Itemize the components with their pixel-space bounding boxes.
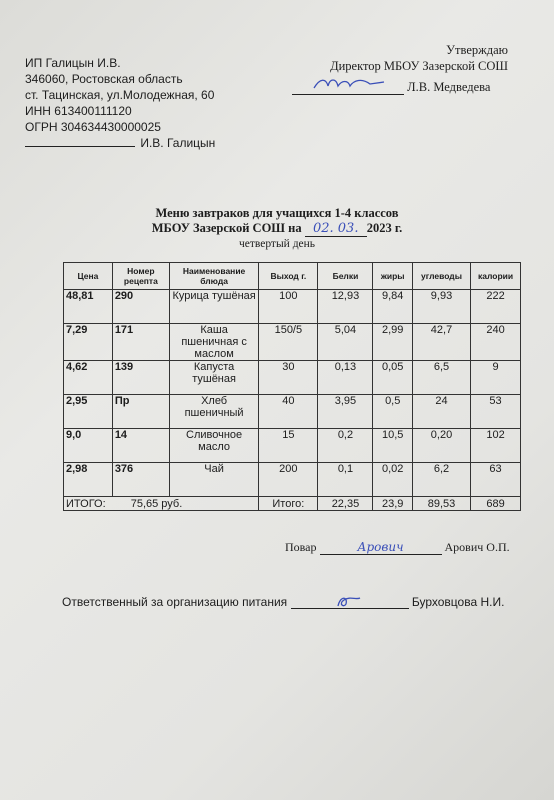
cell-kcal: 222 xyxy=(471,290,521,324)
responsible-signature-line xyxy=(62,594,504,609)
director-name: Л.В. Медведева xyxy=(407,80,491,94)
cell-fat: 10,5 xyxy=(373,429,412,463)
total-fat: 23,9 xyxy=(373,497,412,511)
table-row xyxy=(64,395,521,429)
cell-protein: 0,13 xyxy=(318,361,373,395)
cell-kcal: 102 xyxy=(471,429,521,463)
total-price-cell xyxy=(64,497,259,511)
cell-fat: 9,84 xyxy=(373,290,412,324)
cell-carbs: 42,7 xyxy=(412,324,470,361)
cell-protein: 5,04 xyxy=(318,324,373,361)
cell-price: 9,0 xyxy=(64,429,113,463)
cell-kcal: 9 xyxy=(471,361,521,395)
menu-title xyxy=(0,206,554,237)
cell-carbs: 0,20 xyxy=(412,429,470,463)
cell-yield: 15 xyxy=(259,429,318,463)
total-label: ИТОГО: xyxy=(66,497,106,510)
cell-yield: 30 xyxy=(259,361,318,395)
cell-kcal: 63 xyxy=(471,463,521,497)
menu-date: 02. 03. xyxy=(305,221,367,237)
cell-fat: 0,05 xyxy=(373,361,412,395)
responsible-signature xyxy=(291,594,409,609)
cell-kcal: 53 xyxy=(471,395,521,429)
approval-position: Директор МБОУ Зазерской СОШ xyxy=(330,59,508,73)
cell-yield: 100 xyxy=(259,290,318,324)
responsible-signature-mark xyxy=(330,594,370,610)
header-yield: Выход г. xyxy=(259,263,318,290)
header-recipe: Номер рецепта xyxy=(112,263,169,290)
cell-yield: 150/5 xyxy=(259,324,318,361)
menu-title-line1: Меню завтраков для учащихся 1-4 классов xyxy=(155,206,399,220)
cell-price: 7,29 xyxy=(64,324,113,361)
issuer-address-1: 346060, Ростовская область xyxy=(25,72,183,86)
table-row xyxy=(64,290,521,324)
cell-dish: Сливочное масло xyxy=(169,429,258,463)
cell-yield: 200 xyxy=(259,463,318,497)
table-row xyxy=(64,463,521,497)
director-signature-mark xyxy=(292,74,404,92)
cell-price: 48,81 xyxy=(64,290,113,324)
total-protein: 22,35 xyxy=(318,497,373,511)
cell-protein: 3,95 xyxy=(318,395,373,429)
approval-heading: Утверждаю xyxy=(446,43,508,57)
cell-protein: 0,2 xyxy=(318,429,373,463)
cell-fat: 0,02 xyxy=(373,463,412,497)
total-sum: 75,65 руб. xyxy=(130,497,183,510)
total-carbs: 89,53 xyxy=(412,497,470,511)
cell-yield: 40 xyxy=(259,395,318,429)
cook-label: Повар xyxy=(285,540,317,554)
cell-carbs: 24 xyxy=(412,395,470,429)
table-row xyxy=(64,361,521,395)
table-row xyxy=(64,429,521,463)
approval-block xyxy=(300,42,508,74)
table-header-row xyxy=(64,263,521,290)
director-signature xyxy=(292,80,404,95)
cell-protein: 0,1 xyxy=(318,463,373,497)
cell-recipe: 139 xyxy=(112,361,169,395)
cell-dish: Хлеб пшеничный xyxy=(169,395,258,429)
cell-carbs: 6,5 xyxy=(412,361,470,395)
cell-price: 2,98 xyxy=(64,463,113,497)
header-price: Цена xyxy=(64,263,113,290)
menu-day: четвертый день xyxy=(238,238,316,250)
cell-dish: Капуста тушёная xyxy=(169,361,258,395)
cell-recipe: 290 xyxy=(112,290,169,324)
issuer-ogrn: ОГРН 304634430000025 xyxy=(25,120,161,134)
school-name: МБОУ Зазерской СОШ на xyxy=(151,221,302,235)
cell-price: 4,62 xyxy=(64,361,113,395)
total-label-2: Итого: xyxy=(259,497,318,511)
cell-protein: 12,93 xyxy=(318,290,373,324)
cell-dish: Чай xyxy=(169,463,258,497)
menu-year: 2023 г. xyxy=(366,221,403,235)
total-kcal: 689 xyxy=(471,497,521,511)
header-dish: Наименование блюда xyxy=(169,263,258,290)
cell-dish: Курица тушёная xyxy=(169,290,258,324)
cell-recipe: 376 xyxy=(112,463,169,497)
issuer-signature-line xyxy=(25,135,215,151)
table-row xyxy=(64,324,521,361)
approval-signature-line xyxy=(292,80,512,95)
cell-fat: 2,99 xyxy=(373,324,412,361)
cell-kcal: 240 xyxy=(471,324,521,361)
header-fat: жиры xyxy=(373,263,412,290)
cell-carbs: 6,2 xyxy=(412,463,470,497)
table-total-row xyxy=(64,497,521,511)
cell-dish: Каша пшеничная с маслом xyxy=(169,324,258,361)
menu-title-line2 xyxy=(0,221,554,237)
cell-price: 2,95 xyxy=(64,395,113,429)
cell-carbs: 9,93 xyxy=(412,290,470,324)
cell-recipe: 171 xyxy=(112,324,169,361)
issuer-name: ИП Галицын И.В. xyxy=(25,56,121,70)
cell-recipe: Пр xyxy=(112,395,169,429)
header-protein: Белки xyxy=(318,263,373,290)
header-kcal: калории xyxy=(471,263,521,290)
cook-name: Арович О.П. xyxy=(444,540,510,554)
signature-blank xyxy=(25,135,135,147)
issuer-address-2: ст. Тацинская, ул.Молодежная, 60 xyxy=(25,88,215,102)
cook-signature-line xyxy=(285,540,510,555)
responsible-label: Ответственный за организацию питания xyxy=(62,595,288,609)
menu-table xyxy=(63,262,521,511)
responsible-name: Бурховцова Н.И. xyxy=(411,595,505,609)
cook-signature: Арович xyxy=(320,540,442,555)
header-carbs: углеводы xyxy=(412,263,470,290)
cell-fat: 0,5 xyxy=(373,395,412,429)
issuer-block xyxy=(25,55,215,151)
cell-recipe: 14 xyxy=(112,429,169,463)
issuer-inn: ИНН 613400111120 xyxy=(25,104,132,118)
issuer-signer: И.В. Галицын xyxy=(140,136,216,150)
